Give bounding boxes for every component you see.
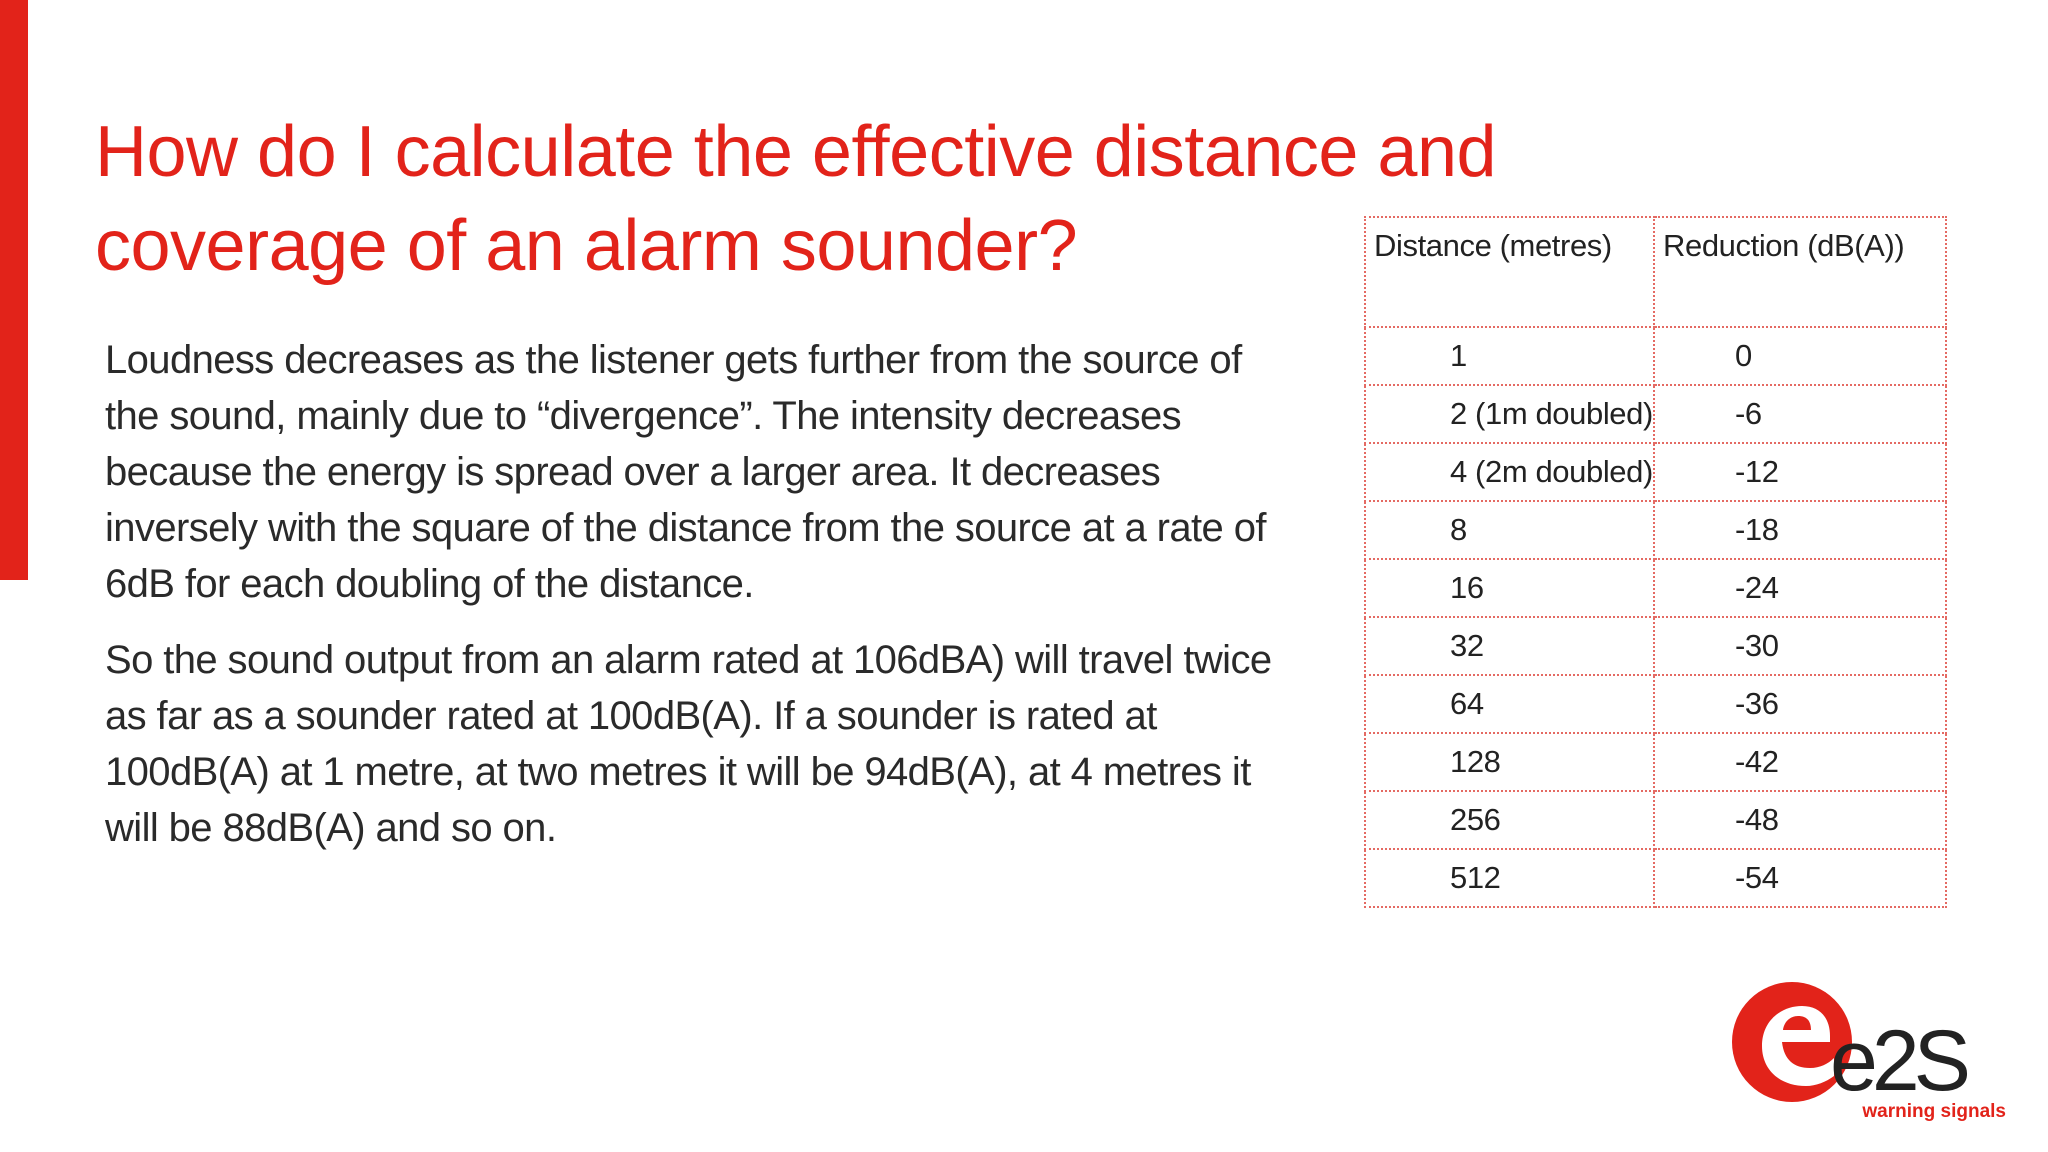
- table-row: [1365, 791, 1946, 849]
- table-row: [1365, 385, 1946, 443]
- cell-reduction: -36: [1654, 675, 1946, 733]
- cell-reduction: 0: [1654, 327, 1946, 385]
- table-row: [1365, 501, 1946, 559]
- cell-distance: 16: [1365, 559, 1654, 617]
- header-distance: Distance (metres): [1365, 217, 1654, 327]
- body-text: [105, 332, 1305, 876]
- table-row: [1365, 327, 1946, 385]
- cell-reduction: -42: [1654, 733, 1946, 791]
- cell-distance: 4 (2m doubled): [1365, 443, 1654, 501]
- logo-brand-text: e2S: [1830, 1013, 1966, 1109]
- table-row: [1365, 443, 1946, 501]
- table-row: [1365, 559, 1946, 617]
- accent-bar: [0, 0, 28, 580]
- e2s-logo: [1722, 980, 2012, 1130]
- distance-reduction-table: [1364, 216, 1947, 908]
- table-row: [1365, 849, 1946, 907]
- paragraph-divergence: Loudness decreases as the listener gets further from the source of the sound, mainly due to “divergence”. The intensity decreases because the energy is spread over a larger area. It decreases inversely with the square of the distance from the source at a rate of 6dB for each doubling of the distance.: [105, 338, 1266, 606]
- cell-distance: 32: [1365, 617, 1654, 675]
- cell-reduction: -6: [1654, 385, 1946, 443]
- page-title: How do I calculate the effective distance and coverage of an alarm sounder?: [95, 112, 1497, 286]
- header-reduction: Reduction (dB(A)): [1654, 217, 1946, 327]
- cell-distance: 64: [1365, 675, 1654, 733]
- cell-distance: 256: [1365, 791, 1654, 849]
- cell-reduction: -48: [1654, 791, 1946, 849]
- table-header-row: [1365, 217, 1946, 327]
- cell-distance: 8: [1365, 501, 1654, 559]
- cell-distance: 128: [1365, 733, 1654, 791]
- table-row: [1365, 617, 1946, 675]
- table-row: [1365, 675, 1946, 733]
- table-row: [1365, 733, 1946, 791]
- cell-reduction: -54: [1654, 849, 1946, 907]
- cell-reduction: -18: [1654, 501, 1946, 559]
- cell-reduction: -12: [1654, 443, 1946, 501]
- cell-reduction: -30: [1654, 617, 1946, 675]
- cell-reduction: -24: [1654, 559, 1946, 617]
- logo-tagline: warning signals: [1862, 1101, 2006, 1122]
- cell-distance: 1: [1365, 327, 1654, 385]
- cell-distance: 2 (1m doubled): [1365, 385, 1654, 443]
- cell-distance: 512: [1365, 849, 1654, 907]
- paragraph-example: So the sound output from an alarm rated at 106dBA) will travel twice as far as a sounder rated at 100dB(A). If a sounder is rated at 100dB(A) at 1 metre, at two metres it will be 94dB(A), at 4 metres it will be 88dB(A) and so on.: [105, 638, 1272, 850]
